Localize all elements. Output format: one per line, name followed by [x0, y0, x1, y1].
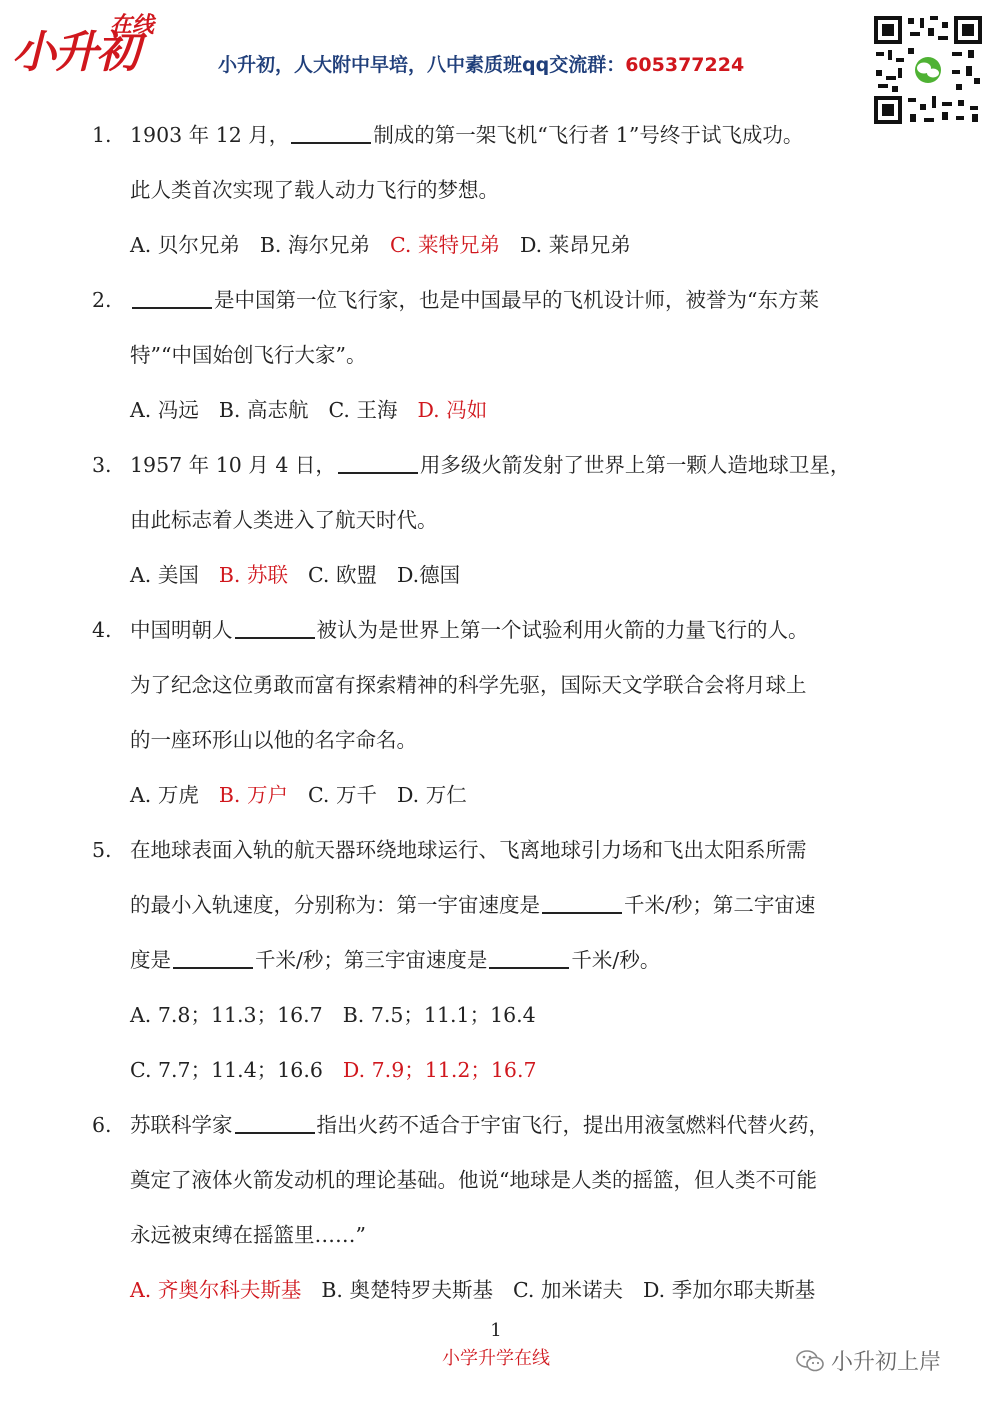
- option: D. 莱昂兄弟: [519, 233, 631, 257]
- question-text: 1957 年 10 月 4 日，: [130, 453, 336, 477]
- question-text-line: [130, 1208, 912, 1263]
- answer-blank: [542, 894, 622, 914]
- question-text: 为了纪念这位勇敢而富有探索精神的科学先驱，国际天文学联合会将月球上: [130, 673, 807, 697]
- option: C. 欧盟: [307, 563, 377, 587]
- option: B. 海尔兄弟: [259, 233, 370, 257]
- question-number: 1.: [92, 123, 112, 147]
- option: C. 万千: [307, 783, 377, 807]
- question-text: 被认为是世界上第一个试验利用火箭的力量飞行的人。: [316, 618, 809, 642]
- footer-site-name: 小学升学在线: [442, 1348, 550, 1369]
- question-text-line: [130, 713, 912, 768]
- option-correct: C. 莱特兄弟: [389, 233, 500, 257]
- question-text: 的最小入轨速度，分别称为：第一宇宙速度是: [130, 893, 540, 917]
- question-text-line: [130, 1153, 912, 1208]
- option: A. 7.8；11.3；16.7: [130, 1003, 323, 1027]
- question-text-line: [130, 1098, 912, 1153]
- option-correct: B. 苏联: [218, 563, 288, 587]
- question-text: 的一座环形山以他的名字命名。: [130, 728, 417, 752]
- question-text: 度是: [130, 948, 171, 972]
- question-text: 在地球表面入轨的航天器环绕地球运行、飞离地球引力场和飞出太阳系所需: [130, 838, 807, 862]
- option: B. 奥楚特罗夫斯基: [321, 1278, 493, 1302]
- option-correct: B. 万户: [218, 783, 288, 807]
- banner-number: 605377224: [625, 54, 745, 76]
- question-item: [92, 438, 912, 603]
- answer-blank: [489, 949, 569, 969]
- option: A. 美国: [130, 563, 199, 587]
- question-text: 奠定了液体火箭发动机的理论基础。他说“地球是人类的摇篮，但人类不可能: [130, 1168, 817, 1192]
- question-text: 特”“中国始创飞行大家”。: [130, 343, 367, 367]
- question-text-line: [130, 328, 912, 383]
- watermark-text: 小升初上岸: [831, 1350, 942, 1375]
- question-text: 永远被束缚在摇篮里……”: [130, 1223, 366, 1247]
- option: C. 7.7；11.4；16.6: [130, 1058, 323, 1082]
- options-row: [130, 988, 912, 1043]
- question-text-line: [130, 878, 912, 933]
- question-number: 4.: [92, 618, 112, 642]
- question-text: 千米/秒；第三宇宙速度是: [255, 948, 488, 972]
- answer-blank: [291, 124, 371, 144]
- option-correct: D. 7.9；11.2；16.7: [342, 1058, 537, 1082]
- question-text: 由此标志着人类进入了航天时代。: [130, 508, 438, 532]
- answer-blank: [235, 1114, 315, 1134]
- option: D.德国: [396, 563, 461, 587]
- options-row: [130, 1263, 912, 1318]
- question-number: 3.: [92, 453, 112, 477]
- question-item: [92, 273, 912, 438]
- option: D. 万仁: [396, 783, 467, 807]
- option: A. 贝尔兄弟: [130, 233, 240, 257]
- question-text-line: [130, 933, 912, 988]
- question-text: 是中国第一位飞行家，也是中国最早的飞机设计师，被誉为“东方莱: [214, 288, 819, 312]
- logo-small-text: 在线: [110, 13, 155, 38]
- option: A. 冯远: [130, 398, 199, 422]
- question-text-line: [130, 823, 912, 878]
- banner-text: 小升初，人大附中早培，八中素质班qq交流群：: [218, 54, 626, 76]
- header-banner: [218, 50, 744, 77]
- question-number: 2.: [92, 288, 112, 312]
- question-text-line: [130, 493, 912, 548]
- option: A. 万虎: [130, 783, 199, 807]
- wechat-icon: [795, 1348, 825, 1374]
- question-text: 指出火药不适合于宇宙飞行，提出用液氢燃料代替火药，: [316, 1113, 829, 1137]
- question-text: 1903 年 12 月，: [130, 123, 290, 147]
- question-item: [92, 603, 912, 823]
- question-text: 苏联科学家: [130, 1113, 233, 1137]
- option: D. 季加尔耶夫斯基: [642, 1278, 816, 1302]
- option: C. 王海: [328, 398, 398, 422]
- question-text: 千米/秒；第二宇宙速: [624, 893, 816, 917]
- question-text-line: [130, 163, 912, 218]
- question-text-line: [130, 273, 912, 328]
- question-text: 千米/秒。: [571, 948, 661, 972]
- question-text-line: [130, 658, 912, 713]
- question-list: [92, 108, 912, 1318]
- question-text: 用多级火箭发射了世界上第一颗人造地球卫星，: [419, 453, 851, 477]
- options-row: [130, 768, 912, 823]
- option: C. 加米诺夫: [512, 1278, 623, 1302]
- question-text: 制成的第一架飞机“飞行者 1”号终于试飞成功。: [373, 123, 804, 147]
- answer-blank: [338, 454, 418, 474]
- question-text: 此人类首次实现了载人动力飞行的梦想。: [130, 178, 499, 202]
- question-text-line: [130, 108, 912, 163]
- options-row: [130, 218, 912, 273]
- question-number: 6.: [92, 1113, 112, 1137]
- question-text-line: [130, 603, 912, 658]
- option-correct: D. 冯如: [417, 398, 488, 422]
- question-number: 5.: [92, 838, 112, 862]
- question-item: [92, 1098, 912, 1318]
- options-row: [130, 383, 912, 438]
- option: B. 高志航: [218, 398, 309, 422]
- answer-blank: [132, 289, 212, 309]
- logo-main-text: 小升初: [12, 27, 138, 78]
- question-item: [92, 823, 912, 1098]
- options-row: [130, 548, 912, 603]
- page-number: 1: [490, 1320, 502, 1341]
- answer-blank: [173, 949, 253, 969]
- option: B. 7.5；11.1；16.4: [342, 1003, 536, 1027]
- options-row: [130, 1043, 912, 1098]
- answer-blank: [235, 619, 315, 639]
- site-logo: [12, 8, 177, 80]
- option-correct: A. 齐奥尔科夫斯基: [130, 1278, 302, 1302]
- question-text: 中国明朝人: [130, 618, 233, 642]
- watermark: [795, 1345, 941, 1376]
- question-item: [92, 108, 912, 273]
- question-text-line: [130, 438, 912, 493]
